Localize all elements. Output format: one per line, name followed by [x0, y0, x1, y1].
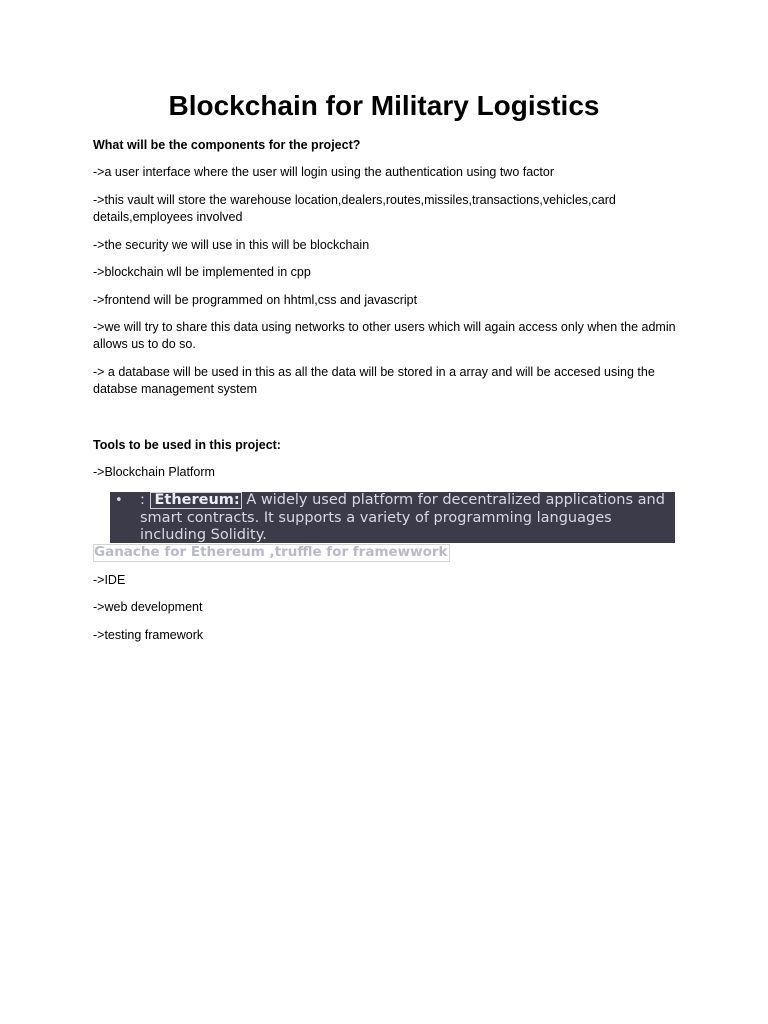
- ethereum-highlight: Ethereum:: [150, 492, 242, 509]
- component-item: -> a database will be used in this as all the data will be stored in a array and will be accesed using the databse management system: [93, 365, 655, 396]
- component-item: ->this vault will store the warehouse location,dealers,routes,missiles,transactions,vehicles,card details,employees involved: [93, 193, 616, 224]
- component-item: ->a user interface where the user will login using the authentication using two factor: [93, 165, 555, 179]
- ethereum-prefix: :: [140, 492, 150, 508]
- tool-item-testing-framework: ->testing framework: [93, 628, 204, 642]
- component-item: ->the security we will use in this will be blockchain: [93, 238, 370, 252]
- ganache-line: Ganache for Ethereum ,truffle for framewwork: [94, 544, 448, 560]
- tool-item-blockchain-platform: ->Blockchain Platform: [93, 465, 215, 479]
- ethereum-text: A widely used platform for decentralized applications and smart contracts. It supports a variety of programming languages including Solidity.: [140, 492, 665, 543]
- bullet-icon: •: [115, 493, 123, 508]
- component-item: ->frontend will be programmed on hhtml,css and javascript: [93, 293, 418, 307]
- ethereum-description: [140, 492, 670, 545]
- tool-item-ide: ->IDE: [93, 573, 126, 587]
- tool-item-web-development: ->web development: [93, 600, 203, 614]
- pasted-ethereum-block: [110, 492, 675, 543]
- component-item: ->blockchain wll be implemented in cpp: [93, 265, 311, 279]
- document-title: Blockchain for Military Logistics: [168, 90, 600, 121]
- component-item: ->we will try to share this data using networks to other users which will again access only when the admin allows us to do so.: [93, 320, 676, 351]
- components-heading: What will be the components for the project?: [93, 138, 361, 152]
- tools-heading: Tools to be used in this project:: [93, 438, 281, 452]
